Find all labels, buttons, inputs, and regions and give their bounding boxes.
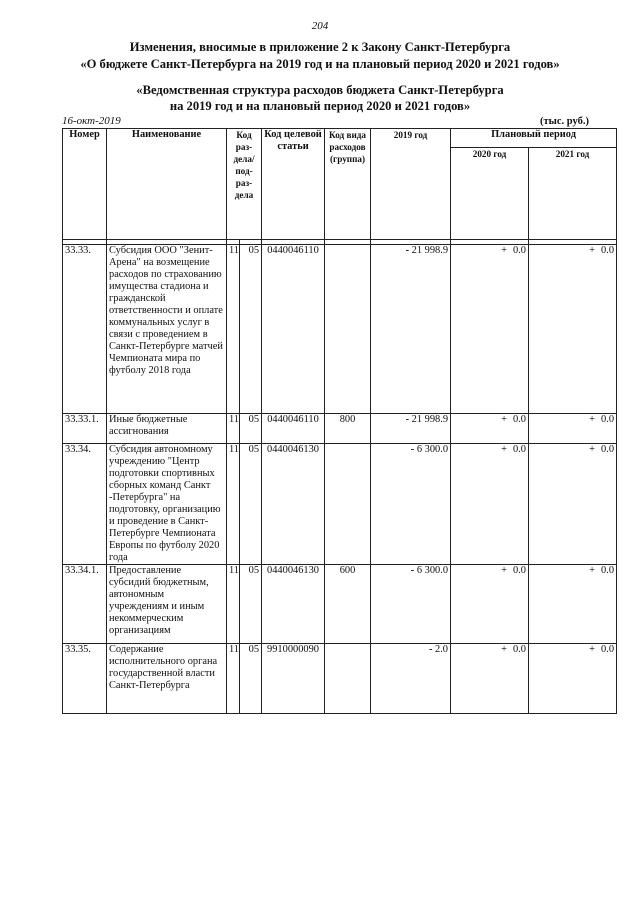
amount-2021: 0.0 (601, 414, 615, 425)
amount-sign: - (405, 414, 410, 425)
col-header-section: Код раз-дела/ под-раз-дела (227, 129, 262, 240)
amount-2020: 0.0 (513, 565, 527, 576)
row-section-code: 11 (227, 414, 240, 444)
amount-2020: 0.0 (513, 644, 527, 655)
appendix-title-line-1: «Ведомственная структура расходов бюджета Санкт-Петербурга (136, 83, 504, 97)
plus-sign: + (589, 414, 596, 425)
table-row (63, 414, 617, 444)
row-expense-code (325, 644, 371, 714)
amount-2020: 0.0 (513, 444, 527, 455)
row-subsection-code: 05 (240, 644, 262, 714)
amount-2019: 21 998.9 (411, 245, 449, 256)
row-subsection-code: 05 (240, 414, 262, 444)
col-header-2021: 2021 год (529, 148, 617, 240)
row-name: Предоставление субсидий бюджетным, автономным учреждениям и иным некоммерческим организациям (107, 565, 227, 644)
table-row (63, 565, 617, 644)
row-section-code: 11 (227, 245, 240, 414)
amount-2019: 6 300.0 (416, 565, 449, 576)
plus-sign: + (501, 644, 508, 655)
amendment-title-line-1: Изменения, вносимые в приложение 2 к Закону Санкт-Петербурга (129, 40, 511, 54)
amount-2020: 0.0 (513, 414, 527, 425)
row-subsection-code: 05 (240, 565, 262, 644)
plus-sign: + (501, 444, 508, 455)
amount-sign: - (428, 644, 433, 655)
row-amount-2019 (371, 245, 451, 414)
row-name: Иные бюджетные ассигнования (107, 414, 227, 444)
amount-2021: 0.0 (601, 565, 615, 576)
row-amount-2021 (529, 444, 617, 565)
row-amount-2021 (529, 644, 617, 714)
row-number: 33.34. (63, 444, 107, 565)
table-body (63, 240, 617, 714)
document-date: 16-окт-2019 (62, 115, 121, 127)
table-header-row (63, 129, 617, 148)
row-name: Субсидия автономному учреждению "Центр подготовки спортивных сборных команд Санкт -Петербурга" на подготовку, организацию и проведение в Санкт-Петербурге Чемпионата Европы по футболу 2020 года (107, 444, 227, 565)
amount-2019: 6 300.0 (416, 444, 449, 455)
amount-sign: - (405, 245, 410, 256)
plus-sign: + (589, 245, 596, 256)
plus-sign: + (589, 444, 596, 455)
amount-sign: - (410, 444, 415, 455)
amendment-title-line-2: «О бюджете Санкт-Петербурга на 2019 год и на плановый период 2020 и 2021 годов» (80, 57, 560, 71)
col-header-2019: 2019 год (371, 129, 451, 240)
row-target-code: 0440046130 (262, 444, 325, 565)
amount-2021: 0.0 (601, 444, 615, 455)
table-row (63, 245, 617, 414)
row-expense-code (325, 444, 371, 565)
row-amount-2019 (371, 644, 451, 714)
row-number: 33.35. (63, 644, 107, 714)
plus-sign: + (589, 644, 596, 655)
row-expense-code: 800 (325, 414, 371, 444)
page-number: 204 (311, 20, 329, 32)
row-amount-2021 (529, 245, 617, 414)
row-amount-2020 (451, 565, 529, 644)
amount-2021: 0.0 (601, 644, 615, 655)
units-label: (тыс. руб.) (540, 116, 589, 127)
row-expense-code (325, 245, 371, 414)
amount-2021: 0.0 (601, 245, 615, 256)
budget-table (62, 128, 617, 714)
row-amount-2020 (451, 444, 529, 565)
plus-sign: + (501, 414, 508, 425)
row-amount-2019 (371, 444, 451, 565)
amount-2020: 0.0 (513, 245, 527, 256)
row-number: 33.33.1. (63, 414, 107, 444)
col-header-name: Наименование (107, 129, 227, 240)
row-amount-2019 (371, 565, 451, 644)
row-subsection-code: 05 (240, 245, 262, 414)
table-row (63, 444, 617, 565)
row-amount-2020 (451, 644, 529, 714)
row-expense-code: 600 (325, 565, 371, 644)
appendix-title-line-2: на 2019 год и на плановый период 2020 и 2021 годов» (169, 99, 471, 113)
row-name: Содержание исполнительного органа государственной власти Санкт-Петербурга (107, 644, 227, 714)
row-section-code: 11 (227, 444, 240, 565)
row-target-code: 9910000090 (262, 644, 325, 714)
col-header-planned: Плановый период (451, 129, 617, 148)
col-header-target: Код целевой статьи (262, 129, 325, 240)
col-header-2020: 2020 год (451, 148, 529, 240)
row-number: 33.34.1. (63, 565, 107, 644)
row-target-code: 0440046110 (262, 245, 325, 414)
row-amount-2020 (451, 245, 529, 414)
table-row (63, 644, 617, 714)
row-amount-2020 (451, 414, 529, 444)
row-amount-2021 (529, 414, 617, 444)
plus-sign: + (501, 565, 508, 576)
plus-sign: + (589, 565, 596, 576)
row-number: 33.33. (63, 245, 107, 414)
row-section-code: 11 (227, 644, 240, 714)
amount-2019: 2.0 (435, 644, 449, 655)
row-target-code: 0440046110 (262, 414, 325, 444)
row-subsection-code: 05 (240, 444, 262, 565)
amount-sign: - (410, 565, 415, 576)
row-name: Субсидия ООО "Зенит-Арена" на возмещение расходов по страхованию имущества стадиона и гражданской ответственности и оплате коммунальных услуг в связи с проведением в Санкт-Петербурге матчей Чемпионата мира по футболу 2018 года (107, 245, 227, 414)
plus-sign: + (501, 245, 508, 256)
col-header-num: Номер (63, 129, 107, 240)
row-amount-2021 (529, 565, 617, 644)
col-header-expense: Код вида расходов (группа) (325, 129, 371, 240)
row-target-code: 0440046130 (262, 565, 325, 644)
row-amount-2019 (371, 414, 451, 444)
row-section-code: 11 (227, 565, 240, 644)
amount-2019: 21 998.9 (411, 414, 449, 425)
